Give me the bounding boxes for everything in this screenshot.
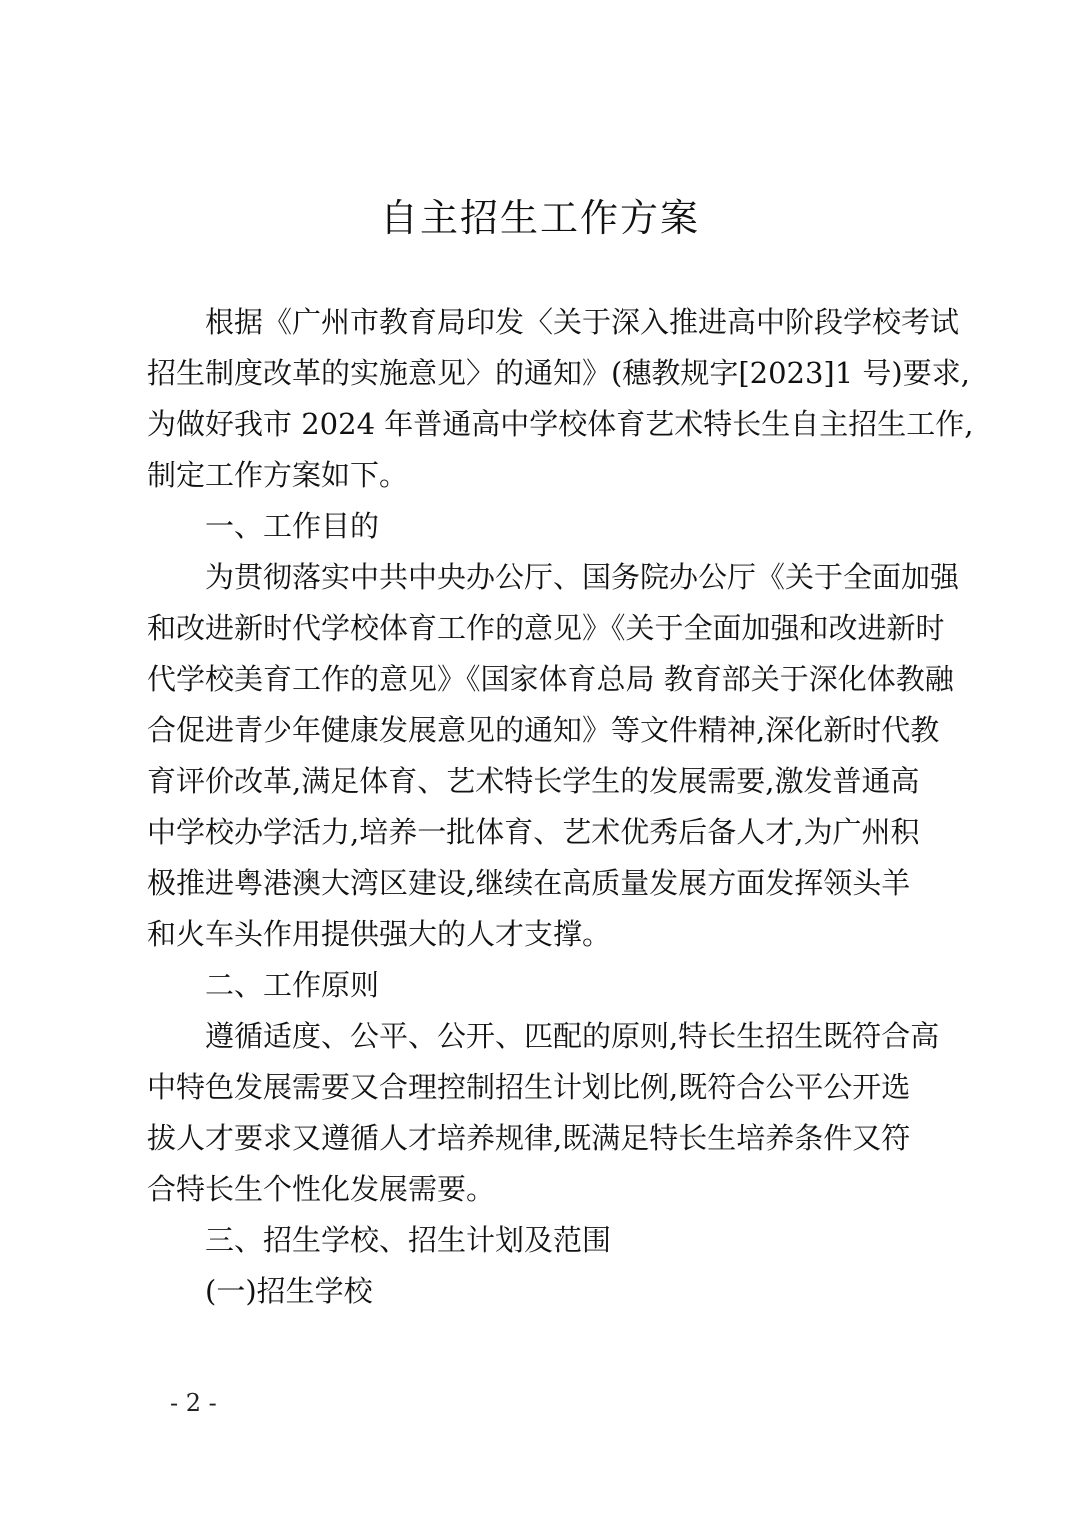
page-number: - 2 - xyxy=(170,1389,217,1417)
section-heading: 二、工作原则 xyxy=(205,968,380,1002)
body-line: 极推进粤港澳大湾区建设,继续在高质量发展方面发挥领头羊 xyxy=(147,866,911,900)
body-line: 为做好我市 2024 年普通高中学校体育艺术特长生自主招生工作, xyxy=(147,407,974,441)
body-line: 育评价改革,满足体育、艺术特长学生的发展需要,激发普通高 xyxy=(147,764,920,798)
body-line: 中学校办学活力,培养一批体育、艺术优秀后备人才,为广州积 xyxy=(147,815,920,849)
body-line: 合促进青少年健康发展意见的通知》等文件精神,深化新时代教 xyxy=(147,713,940,747)
body-line: 为贯彻落实中共中央办公厅、国务院办公厅《关于全面加强 xyxy=(205,560,960,594)
body-line: 代学校美育工作的意见》《国家体育总局 教育部关于深化体教融 xyxy=(147,662,954,696)
body-line: 合特长生个性化发展需要。 xyxy=(147,1172,496,1206)
body-line: 中特色发展需要又合理控制招生计划比例,既符合公平公开选 xyxy=(147,1070,911,1104)
body-line: 根据《广州市教育局印发〈关于深入推进高中阶段学校考试 xyxy=(205,305,960,339)
section-heading: 一、工作目的 xyxy=(205,509,380,543)
body-line: 制定工作方案如下。 xyxy=(147,458,409,492)
body-line: 和改进新时代学校体育工作的意见》《关于全面加强和改进新时 xyxy=(147,611,945,645)
subsection-heading: (一)招生学校 xyxy=(205,1274,373,1308)
body-line: 招生制度改革的实施意见〉的通知》(穗教规字[2023]1 号)要求, xyxy=(147,356,970,390)
body-line: 和火车头作用提供强大的人才支撑。 xyxy=(147,917,612,951)
document-title: 自主招生工作方案 xyxy=(379,196,700,240)
body-line: 拔人才要求又遵循人才培养规律,既满足特长生培养条件又符 xyxy=(147,1121,911,1155)
body-line: 遵循适度、公平、公开、匹配的原则,特长生招生既符合高 xyxy=(205,1019,940,1053)
section-heading: 三、招生学校、招生计划及范围 xyxy=(205,1223,612,1257)
